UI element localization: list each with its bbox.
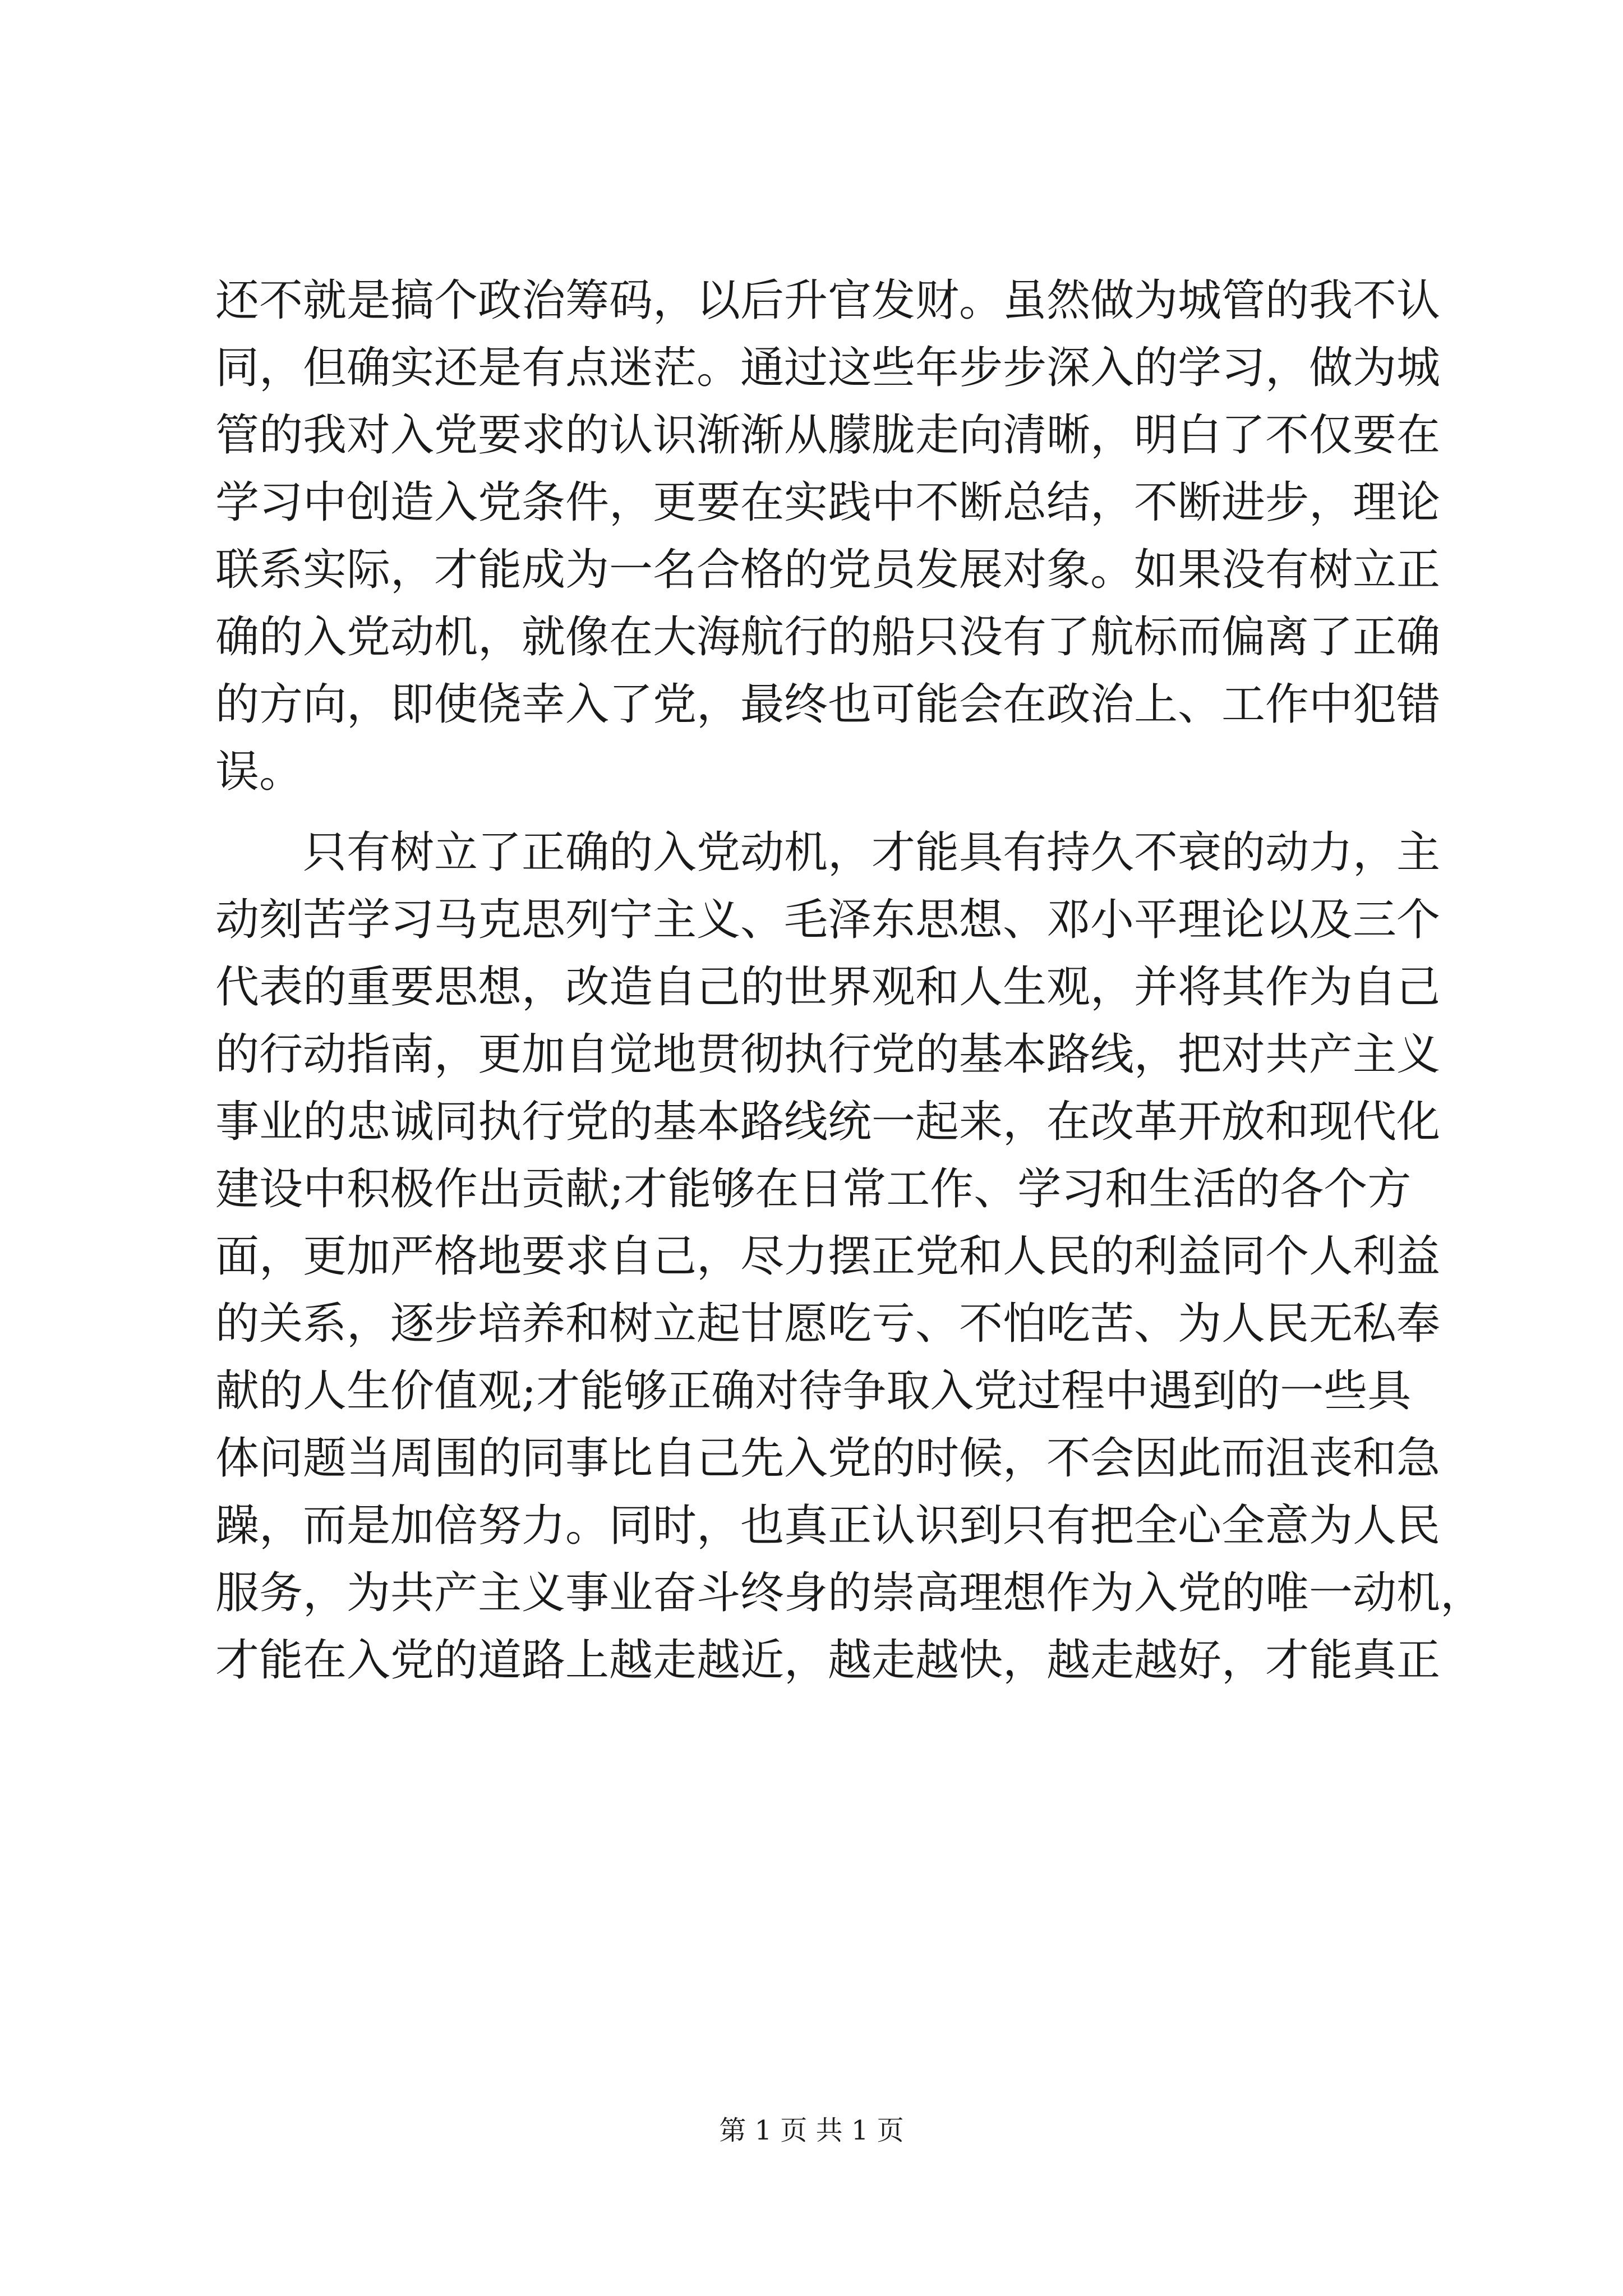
text-line: 献的人生价值观;才能够正确对待争取入党过程中遇到的一些具 [215,1366,1412,1416]
paragraph [215,267,1441,806]
text-line: 才能在入党的道路上越走越近，越走越快，越走越好，才能真正 [215,1635,1441,1686]
text-line: 事业的忠诚同执行党的基本路线统一起来，在改革开放和现代化 [215,1097,1441,1147]
text-line: 代表的重要思想，改造自己的世界观和人生观，并将其作为自己 [215,962,1441,1013]
paragraph-gap [215,806,1404,819]
text-line: 面，更加严格地要求自己，尽力摆正党和人民的利益同个人利益 [215,1231,1441,1282]
text-line: 的行动指南，更加自觉地贯彻执行党的基本路线，把对共产主义 [215,1029,1441,1080]
text-line: 还不就是搞个政治筹码，以后升官发财。虽然做为城管的我不认 [215,275,1441,326]
text-line: 建设中积极作出贡献;才能够在日常工作、学习和生活的各个方 [215,1164,1412,1214]
text-line: 学习中创造入党条件，更要在实践中不断总结，不断进步，理论 [215,477,1441,528]
body-text [215,267,1484,1694]
text-line: 联系实际，才能成为一名合格的党员发展对象。如果没有树立正 [215,545,1441,595]
text-line: 同，但确实还是有点迷茫。通过这些年步步深入的学习，做为城 [215,343,1441,393]
text-line: 确的入党动机，就像在大海航行的船只没有了航标而偏离了正确 [215,612,1441,662]
text-line: 服务，为共产主义事业奋斗终身的崇高理想作为入党的唯一动机， [215,1568,1484,1618]
text-line: 管的我对入党要求的认识渐渐从朦胧走向清晰，明白了不仅要在 [215,410,1441,461]
text-line: 只有树立了正确的入党动机，才能具有持久不衰的动力，主 [303,827,1441,878]
text-line: 的关系，逐步培养和树立起甘愿吃亏、不怕吃苦、为人民无私奉 [215,1299,1441,1349]
text-line: 的方向，即使侥幸入了党，最终也可能会在政治上、工作中犯错 [215,679,1441,730]
text-line: 体问题当周围的同事比自己先入党的时候，不会因此而沮丧和急 [215,1433,1441,1484]
text-line: 动刻苦学习马克思列宁主义、毛泽东思想、邓小平理论以及三个 [215,895,1441,945]
text-line: 误。 [215,747,303,797]
page-footer: 第 1 页 共 1 页 [719,2115,904,2146]
text-line: 躁，而是加倍努力。同时，也真正认识到只有把全心全意为人民 [215,1501,1441,1551]
paragraph [215,819,1484,1694]
